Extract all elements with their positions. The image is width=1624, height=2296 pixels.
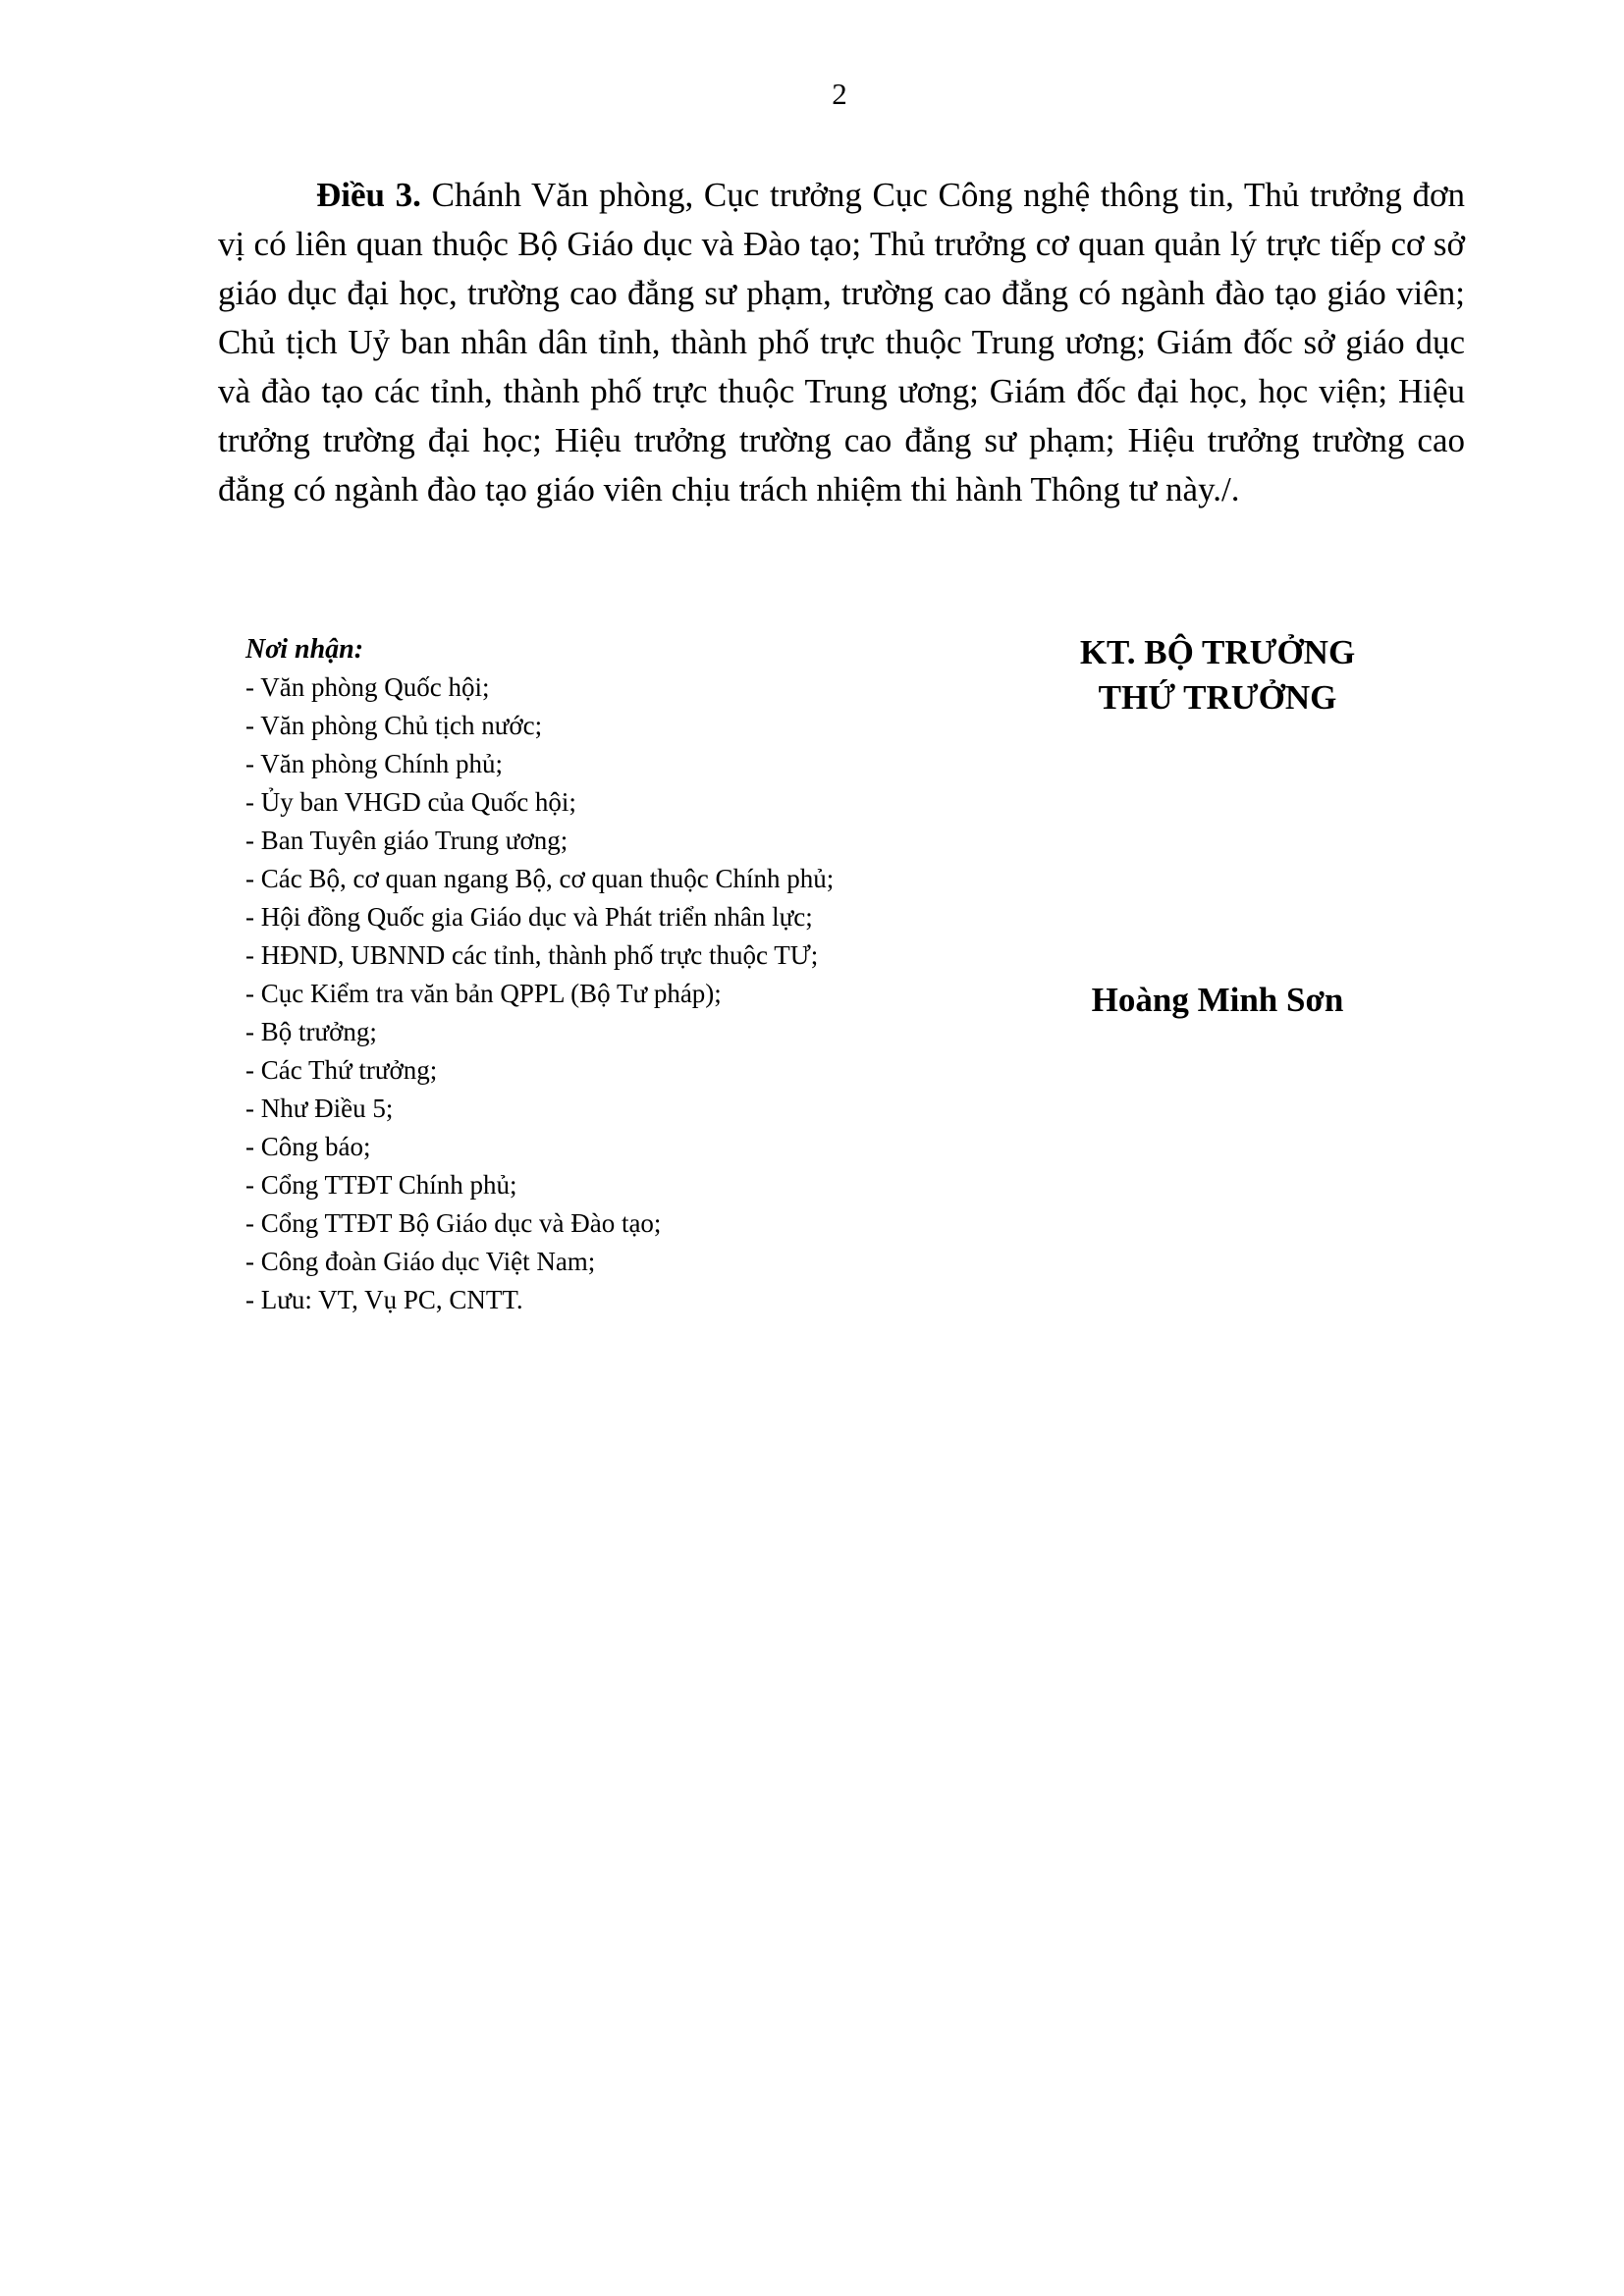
recipient-item: - Cổng TTĐT Chính phủ; — [245, 1170, 517, 1200]
recipients-list — [245, 668, 992, 1319]
signature-block — [1021, 630, 1414, 1023]
recipient-item: - Công báo; — [245, 1132, 371, 1161]
recipient-item: - Văn phòng Quốc hội; — [245, 672, 490, 702]
page-number: 2 — [832, 77, 847, 111]
article-text: Chánh Văn phòng, Cục trưởng Cục Công nghệ thông tin, Thủ trưởng đơn vị có liên quan thuộc Bộ Giáo dục và Đào tạo; Thủ trưởng cơ quan quản lý trực tiếp cơ sở giáo dục đại học, trường cao đẳng sư phạm, trường cao đẳng có ngành đào tạo giáo viên; Chủ tịch Uỷ ban nhân dân tỉnh, thành phố trực thuộc Trung ương; Giám đốc sở giáo dục và đào tạo các tỉnh, thành phố trực thuộc Trung ương; Giám đốc đại học, học viện; Hiệu trưởng trường đại học; Hiệu trưởng trường cao đẳng sư phạm; Hiệu trưởng trường cao đẳng có ngành đào tạo giáo viên chịu trách nhiệm thi hành Thông tư này./. — [218, 176, 1465, 508]
recipient-item: - Lưu: VT, Vụ PC, CNTT. — [245, 1285, 523, 1314]
recipient-item: - HĐND, UBNND các tỉnh, thành phố trực thuộc TƯ; — [245, 940, 819, 970]
recipient-item: - Công đoàn Giáo dục Việt Nam; — [245, 1247, 596, 1276]
recipient-item: - Ủy ban VHGD của Quốc hội; — [245, 787, 576, 817]
signature-title-line1: KT. BỘ TRƯỞNG — [1079, 633, 1356, 671]
article-heading: Điều 3. — [316, 176, 421, 214]
recipient-item: - Cổng TTĐT Bộ Giáo dục và Đào tạo; — [245, 1208, 662, 1238]
recipient-item: - Hội đồng Quốc gia Giáo dục và Phát triển nhân lực; — [245, 902, 813, 932]
recipients-title: Nơi nhận: — [245, 634, 364, 665]
recipient-item: - Các Bộ, cơ quan ngang Bộ, cơ quan thuộc Chính phủ; — [245, 864, 835, 893]
recipient-item: - Ban Tuyên giáo Trung ương; — [245, 826, 568, 855]
recipient-item: - Văn phòng Chính phủ; — [245, 749, 503, 778]
signer-name: Hoàng Minh Sơn — [1091, 981, 1344, 1019]
recipient-item: - Văn phòng Chủ tịch nước; — [245, 711, 543, 740]
recipients-block — [245, 630, 992, 1319]
recipient-item: - Các Thứ trưởng; — [245, 1055, 438, 1085]
recipient-item: - Cục Kiểm tra văn bản QPPL (Bộ Tư pháp); — [245, 979, 722, 1008]
recipient-item: - Như Điều 5; — [245, 1094, 394, 1123]
signature-title-line2: THỨ TRƯỞNG — [1098, 678, 1337, 717]
article-3 — [218, 171, 1465, 514]
recipient-item: - Bộ trưởng; — [245, 1017, 377, 1046]
